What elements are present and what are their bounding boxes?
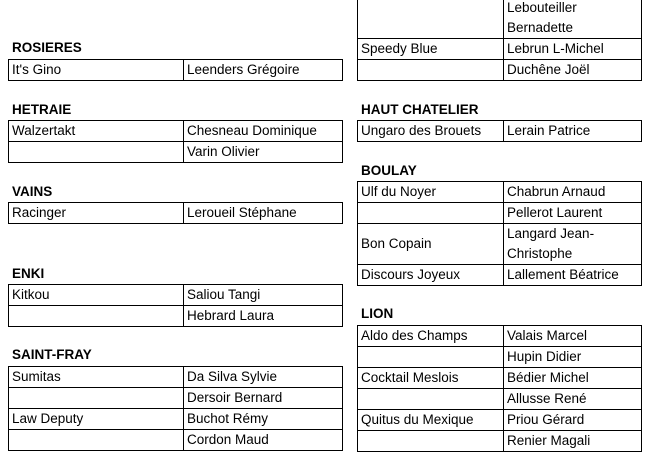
table-row: [9, 203, 343, 224]
horse-cell: [9, 142, 184, 163]
group-table-continued: [357, 0, 642, 81]
rider-cell: Saliou Tangi: [184, 285, 343, 306]
horse-cell: Racinger: [9, 203, 184, 224]
table-row: [358, 39, 642, 60]
table-row: [358, 368, 642, 389]
group-heading-hetraie: HETRAIE: [12, 102, 72, 117]
rider-cell: Chesneau Dominique: [184, 121, 343, 142]
horse-cell: Kitkou: [9, 285, 184, 306]
rider-cell: Cordon Maud: [184, 430, 343, 451]
rider-cell: Leroueil Stéphane: [184, 203, 343, 224]
rider-cell: Duchêne Joël: [504, 60, 642, 81]
group-table-vains: [8, 202, 343, 224]
group-table-enki: [8, 284, 343, 327]
rider-cell: Langard Jean-Christophe: [504, 224, 642, 265]
table-row: [9, 285, 343, 306]
table-row: [358, 265, 642, 286]
horse-cell: Sumitas: [9, 367, 184, 388]
group-heading-vains: VAINS: [12, 184, 53, 199]
group-heading-boulay: BOULAY: [361, 163, 417, 178]
horse-cell: Aldo des Champs: [358, 326, 504, 347]
rider-cell: Hebrard Laura: [184, 306, 343, 327]
table-row: [9, 121, 343, 142]
horse-cell: [358, 431, 504, 452]
table-row: [358, 326, 642, 347]
table-row: [358, 182, 642, 203]
rider-cell: Bédier Michel: [504, 368, 642, 389]
group-table-saint-fray: [8, 366, 343, 451]
table-row: [358, 410, 642, 431]
rider-cell: Allusse René: [504, 389, 642, 410]
rider-cell: Renier Magali: [504, 431, 642, 452]
group-table-haut-chatelier: [357, 120, 642, 142]
horse-cell: Ungaro des Brouets: [358, 121, 504, 142]
group-table-boulay: [357, 181, 642, 286]
group-heading-saint-fray: SAINT-FRAY: [12, 347, 92, 362]
horse-cell: [358, 60, 504, 81]
group-table-hetraie: [8, 120, 343, 163]
group-table-rosieres: [8, 59, 343, 81]
group-heading-enki: ENKI: [12, 266, 45, 281]
table-row: [358, 0, 642, 39]
table-row: [358, 431, 642, 452]
horse-cell: It's Gino: [9, 60, 184, 81]
horse-cell: [9, 388, 184, 409]
table-row: [358, 389, 642, 410]
table-row: [9, 367, 343, 388]
rider-cell: Buchot Rémy: [184, 409, 343, 430]
group-heading-rosieres: ROSIERES: [12, 40, 82, 55]
table-row: [358, 203, 642, 224]
table-row: [9, 60, 343, 81]
horse-cell: [358, 347, 504, 368]
table-row: [9, 306, 343, 327]
horse-cell: [9, 430, 184, 451]
horse-cell: Walzertakt: [9, 121, 184, 142]
group-heading-lion: LION: [361, 306, 394, 321]
group-table-lion: [357, 325, 642, 452]
rider-cell: Hupin Didier: [504, 347, 642, 368]
group-heading-haut-chatelier: HAUT CHATELIER: [361, 102, 479, 117]
horse-cell: Cocktail Meslois: [358, 368, 504, 389]
horse-cell: Law Deputy: [9, 409, 184, 430]
horse-cell: [358, 0, 504, 39]
horse-cell: [9, 306, 184, 327]
rider-cell: Pellerot Laurent: [504, 203, 642, 224]
table-row: [358, 224, 642, 265]
table-row: [9, 409, 343, 430]
table-row: [9, 388, 343, 409]
rider-cell: Priou Gérard: [504, 410, 642, 431]
rider-cell: Valais Marcel: [504, 326, 642, 347]
horse-cell: Quitus du Mexique: [358, 410, 504, 431]
rider-cell: Da Silva Sylvie: [184, 367, 343, 388]
horse-cell: [358, 203, 504, 224]
horse-cell: [358, 389, 504, 410]
rider-cell: Varin Olivier: [184, 142, 343, 163]
rider-cell: Lallement Béatrice: [504, 265, 642, 286]
horse-cell: Ulf du Noyer: [358, 182, 504, 203]
table-row: [358, 347, 642, 368]
horse-cell: Speedy Blue: [358, 39, 504, 60]
rider-cell: Chabrun Arnaud: [504, 182, 642, 203]
rider-cell: Leenders Grégoire: [184, 60, 343, 81]
rider-cell: Lebouteiller Bernadette: [504, 0, 642, 39]
rider-cell: Lerain Patrice: [504, 121, 642, 142]
table-row: [358, 121, 642, 142]
rider-cell: Lebrun L-Michel: [504, 39, 642, 60]
rider-cell: Dersoir Bernard: [184, 388, 343, 409]
table-row: [9, 142, 343, 163]
horse-cell: Discours Joyeux: [358, 265, 504, 286]
horse-cell: Bon Copain: [358, 224, 504, 265]
table-row: [358, 60, 642, 81]
table-row: [9, 430, 343, 451]
